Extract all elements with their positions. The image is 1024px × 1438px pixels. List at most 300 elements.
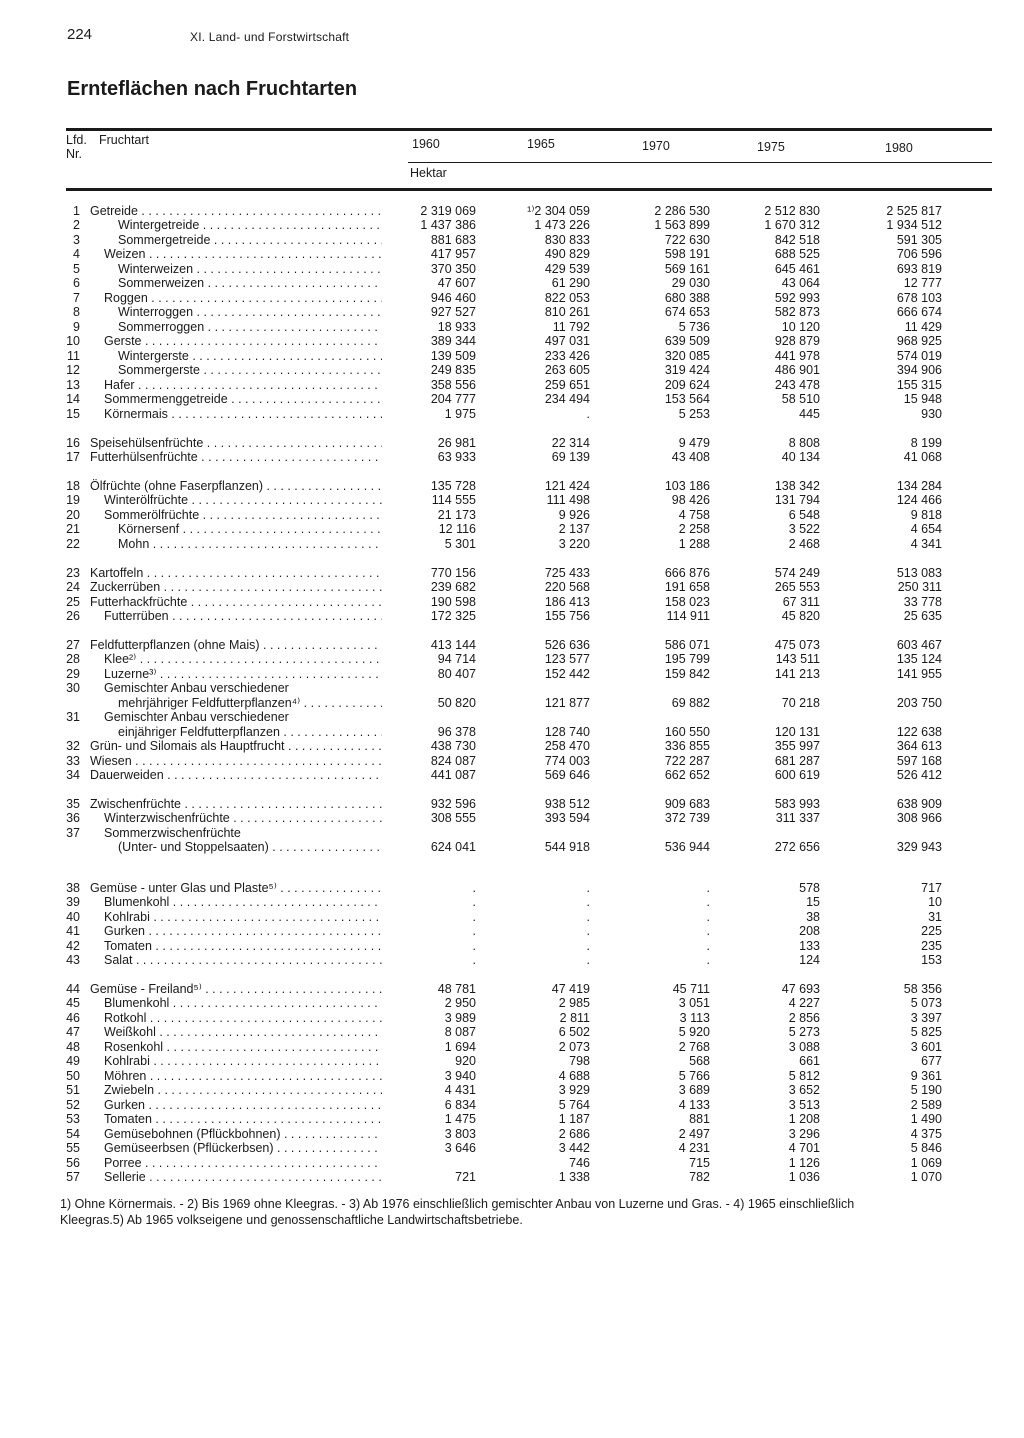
row-number: 40 <box>66 910 80 924</box>
value-1965: . <box>586 407 590 421</box>
value-1965: 526 636 <box>544 638 590 652</box>
value-1960: 1 694 <box>444 1040 476 1054</box>
row-number: 53 <box>66 1112 80 1126</box>
value-1960: 135 728 <box>430 479 476 493</box>
table-row <box>0 667 1024 682</box>
crop-name: Grün- und Silomais als Hauptfrucht . . . <box>90 739 382 754</box>
table-row <box>0 305 1024 320</box>
crop-name: Weißkohl . . . <box>104 1025 382 1040</box>
value-1960: 4 431 <box>444 1083 476 1097</box>
value-1970: 98 426 <box>671 493 710 507</box>
value-1965: 544 918 <box>544 840 590 854</box>
row-number: 26 <box>66 609 80 623</box>
value-1970: 722 287 <box>664 754 710 768</box>
value-1970: 680 388 <box>664 291 710 305</box>
value-1965: 234 494 <box>544 392 590 406</box>
value-1965: 155 756 <box>544 609 590 623</box>
value-1965: 774 003 <box>544 754 590 768</box>
value-1975: 133 <box>799 939 820 953</box>
value-1980: 526 412 <box>896 768 942 782</box>
value-1980: 394 906 <box>896 363 942 377</box>
value-1975: 592 993 <box>774 291 820 305</box>
value-1960: 824 087 <box>430 754 476 768</box>
value-1980: 2 589 <box>910 1098 942 1112</box>
header-year-1965: 1965 <box>527 137 555 151</box>
value-1960: 881 683 <box>430 233 476 247</box>
row-number: 39 <box>66 895 80 909</box>
row-number: 16 <box>66 436 80 450</box>
table-row <box>0 1141 1024 1156</box>
value-1970: 715 <box>689 1156 710 1170</box>
value-1965: 258 470 <box>544 739 590 753</box>
value-1965: 2 686 <box>558 1127 590 1141</box>
crop-name: (Unter- und Stoppelsaaten) . . . <box>118 840 382 855</box>
value-1970: 598 191 <box>664 247 710 261</box>
value-1965: 429 539 <box>544 262 590 276</box>
row-number: 35 <box>66 797 80 811</box>
value-1965: 47 419 <box>551 982 590 996</box>
crop-name: Körnermais . . . <box>104 407 382 422</box>
value-1975: 265 553 <box>774 580 820 594</box>
value-1980: 693 819 <box>896 262 942 276</box>
value-1960: 96 378 <box>437 725 476 739</box>
table-row <box>0 436 1024 451</box>
value-1980: 3 601 <box>910 1040 942 1054</box>
table-row <box>0 392 1024 407</box>
value-1965: 490 829 <box>544 247 590 261</box>
value-1980: 58 356 <box>903 982 942 996</box>
value-1965: 233 426 <box>544 349 590 363</box>
crop-name: Rotkohl . . . <box>104 1011 382 1026</box>
table-row <box>0 982 1024 997</box>
value-1960: . <box>472 924 476 938</box>
row-number: 43 <box>66 953 80 967</box>
row-number: 44 <box>66 982 80 996</box>
table-row <box>0 638 1024 653</box>
table-row <box>0 1083 1024 1098</box>
value-1980: 706 596 <box>896 247 942 261</box>
value-1980: 9 361 <box>910 1069 942 1083</box>
value-1970: . <box>706 881 710 895</box>
crop-name: Rosenkohl . . . <box>104 1040 382 1055</box>
value-1975: 272 656 <box>774 840 820 854</box>
table-row <box>0 276 1024 291</box>
row-number: 29 <box>66 667 80 681</box>
value-1960: 3 989 <box>444 1011 476 1025</box>
page-title: Ernteflächen nach Fruchtarten <box>67 78 358 100</box>
value-1975: 681 287 <box>774 754 820 768</box>
crop-name: Sommerzwischenfrüchte <box>104 826 241 840</box>
row-number: 23 <box>66 566 80 580</box>
value-1980: 4 341 <box>910 537 942 551</box>
table-row <box>0 363 1024 378</box>
value-1980: 31 <box>928 910 942 924</box>
header-year-1975: 1975 <box>757 140 785 154</box>
crop-name: Kohlrabi . . . <box>104 910 382 925</box>
value-1960: 417 957 <box>430 247 476 261</box>
table-row <box>0 754 1024 769</box>
row-number: 37 <box>66 826 80 840</box>
crop-name: Sommermenggetreide . . . <box>104 392 382 407</box>
crop-name: Salat . . . <box>104 953 382 968</box>
value-1960: 63 933 <box>437 450 476 464</box>
value-1970: 159 842 <box>664 667 710 681</box>
crop-name: Wintergerste . . . <box>118 349 382 364</box>
value-1975: 124 <box>799 953 820 967</box>
table-row <box>0 910 1024 925</box>
value-1980: 9 818 <box>910 508 942 522</box>
footnotes <box>60 1196 980 1228</box>
value-1970: 153 564 <box>664 392 710 406</box>
value-1965: 2 811 <box>559 1011 590 1025</box>
header-year-1960: 1960 <box>412 137 440 151</box>
crop-name: Gemüsebohnen (Pflückbohnen) . . . <box>104 1127 382 1142</box>
row-number: 19 <box>66 493 80 507</box>
row-number: 54 <box>66 1127 80 1141</box>
value-1965: 3 929 <box>558 1083 590 1097</box>
value-1980: 235 <box>921 939 942 953</box>
table-row <box>0 262 1024 277</box>
value-1975: 583 993 <box>774 797 820 811</box>
value-1970: 5 253 <box>678 407 710 421</box>
table-row <box>0 1170 1024 1185</box>
value-1980: 2 525 817 <box>886 204 942 218</box>
table-row <box>0 1156 1024 1171</box>
value-1970: 5 766 <box>678 1069 710 1083</box>
crop-name: Futterhülsenfrüchte . . . <box>90 450 382 465</box>
value-1970: 3 051 <box>678 996 710 1010</box>
table-row <box>0 580 1024 595</box>
table-row <box>0 725 1024 740</box>
value-1970: 5 736 <box>678 320 710 334</box>
value-1960: 47 607 <box>437 276 476 290</box>
crop-name: Gerste . . . <box>104 334 382 349</box>
value-1980: 678 103 <box>896 291 942 305</box>
crop-name: Klee²⁾ . . . <box>104 652 382 667</box>
value-1975: 661 <box>799 1054 820 1068</box>
table-row <box>0 710 1024 725</box>
table-row <box>0 797 1024 812</box>
value-1980: 124 466 <box>896 493 942 507</box>
value-1980: 597 168 <box>896 754 942 768</box>
value-1965: 220 568 <box>544 580 590 594</box>
crop-name: Ölfrüchte (ohne Faserpflanzen) . . . <box>90 479 382 494</box>
crop-name: Wintergetreide . . . <box>118 218 382 233</box>
table-row <box>0 996 1024 1011</box>
crop-name: Dauerweiden . . . <box>90 768 382 783</box>
table-row <box>0 681 1024 696</box>
table-row <box>0 233 1024 248</box>
value-1980: 1 934 512 <box>886 218 942 232</box>
value-1960: . <box>472 881 476 895</box>
row-number: 21 <box>66 522 80 536</box>
value-1965: . <box>586 895 590 909</box>
value-1960: 21 173 <box>437 508 476 522</box>
crop-name: Tomaten . . . <box>104 1112 382 1127</box>
value-1960: 721 <box>455 1170 476 1184</box>
value-1975: 38 <box>806 910 820 924</box>
value-1975: 1 208 <box>788 1112 820 1126</box>
value-1980: 33 778 <box>903 595 942 609</box>
row-number: 25 <box>66 595 80 609</box>
row-number: 2 <box>73 218 80 232</box>
value-1965: 4 688 <box>558 1069 590 1083</box>
table-row <box>0 218 1024 233</box>
crop-name: Winterroggen . . . <box>118 305 382 320</box>
value-1960: 370 350 <box>430 262 476 276</box>
crop-name: Tomaten . . . <box>104 939 382 954</box>
table-row <box>0 609 1024 624</box>
value-1975: 688 525 <box>774 247 820 261</box>
value-1975: 141 213 <box>774 667 820 681</box>
value-1980: 203 750 <box>896 696 942 710</box>
row-number: 11 <box>67 349 80 363</box>
value-1960: 932 596 <box>430 797 476 811</box>
value-1970: 2 286 530 <box>654 204 710 218</box>
crop-name: Gemüseerbsen (Pflückerbsen) . . . <box>104 1141 382 1156</box>
value-1970: 722 630 <box>664 233 710 247</box>
value-1975: 10 120 <box>781 320 820 334</box>
value-1960: 12 116 <box>438 522 476 536</box>
value-1980: 25 635 <box>903 609 942 623</box>
value-1975: 3 296 <box>788 1127 820 1141</box>
crop-name: Wiesen . . . <box>90 754 382 769</box>
row-number: 56 <box>66 1156 80 1170</box>
crop-name: Gemischter Anbau verschiedener <box>104 710 289 724</box>
crop-name: Luzerne³⁾ . . . <box>104 667 382 682</box>
value-1980: 8 199 <box>910 436 942 450</box>
value-1975: 58 510 <box>781 392 820 406</box>
value-1960: . <box>472 895 476 909</box>
value-1970: 1 288 <box>678 537 710 551</box>
table-row <box>0 881 1024 896</box>
footnote-line-1: 1) Ohne Körnermais. - 2) Bis 1969 ohne Kleegras. - 3) Ab 1976 einschließlich gemischter Anbau von Luzerne und Gras. - 4) 1965 einschließlich <box>60 1197 855 1211</box>
value-1975: 645 461 <box>774 262 820 276</box>
crop-name: einjähriger Feldfutterpflanzen . . . <box>118 725 382 740</box>
value-1960: 927 527 <box>430 305 476 319</box>
table-row <box>0 1025 1024 1040</box>
value-1970: 1 563 899 <box>654 218 710 232</box>
value-1960: 1 437 386 <box>420 218 476 232</box>
value-1960: 80 407 <box>437 667 476 681</box>
value-1960: 6 834 <box>444 1098 476 1112</box>
value-1980: 4 654 <box>910 522 942 536</box>
value-1970: 4 231 <box>678 1141 710 1155</box>
value-1965: 6 502 <box>558 1025 590 1039</box>
value-1970: 568 <box>689 1054 710 1068</box>
table-row <box>0 696 1024 711</box>
table-row <box>0 407 1024 422</box>
value-1970: 3 689 <box>678 1083 710 1097</box>
value-1960: 190 598 <box>430 595 476 609</box>
value-1980: 225 <box>921 924 942 938</box>
value-1965: 123 577 <box>544 652 590 666</box>
value-1980: 153 <box>921 953 942 967</box>
row-number: 33 <box>66 754 80 768</box>
value-1960: 770 156 <box>430 566 476 580</box>
value-1970: 69 882 <box>671 696 710 710</box>
value-1965: 569 646 <box>544 768 590 782</box>
row-number: 6 <box>73 276 80 290</box>
value-1970: . <box>706 924 710 938</box>
value-1960: 249 835 <box>430 363 476 377</box>
header-rule-mid <box>408 162 992 163</box>
value-1980: 5 846 <box>910 1141 942 1155</box>
crop-name: Körnersenf . . . <box>118 522 382 537</box>
row-number: 50 <box>66 1069 80 1083</box>
crop-name: Zuckerrüben . . . <box>90 580 382 595</box>
value-1970: 639 509 <box>664 334 710 348</box>
value-1965: . <box>586 881 590 895</box>
value-1960: 3 646 <box>444 1141 476 1155</box>
value-1965: . <box>586 910 590 924</box>
value-1970: 45 711 <box>672 982 710 996</box>
value-1980: 930 <box>921 407 942 421</box>
crop-name: Sellerie . . . <box>104 1170 382 1185</box>
crop-name: Winterzwischenfrüchte . . . <box>104 811 382 826</box>
value-1965: 810 261 <box>544 305 590 319</box>
crop-name: Gemischter Anbau verschiedener <box>104 681 289 695</box>
value-1970: . <box>706 939 710 953</box>
row-number: 47 <box>66 1025 80 1039</box>
row-number: 12 <box>66 363 80 377</box>
value-1960: 441 087 <box>430 768 476 782</box>
value-1960: 3 803 <box>444 1127 476 1141</box>
value-1960: 1 975 <box>444 407 476 421</box>
crop-name: Kartoffeln . . . <box>90 566 382 581</box>
crop-name: Futterhackfrüchte . . . <box>90 595 382 610</box>
value-1970: 569 161 <box>664 262 710 276</box>
value-1960: 389 344 <box>430 334 476 348</box>
row-number: 41 <box>66 924 80 938</box>
row-number: 20 <box>66 508 80 522</box>
value-1960: 94 714 <box>437 652 476 666</box>
value-1970: 536 944 <box>664 840 710 854</box>
row-number: 34 <box>66 768 80 782</box>
value-1975: 8 808 <box>788 436 820 450</box>
value-1975: 6 548 <box>788 508 820 522</box>
table-row <box>0 204 1024 219</box>
header-unit: Hektar <box>410 166 447 180</box>
value-1960: . <box>472 939 476 953</box>
value-1975: 15 <box>806 895 820 909</box>
value-1975: 47 693 <box>781 982 820 996</box>
crop-name: Hafer . . . <box>104 378 382 393</box>
value-1980: 603 467 <box>896 638 942 652</box>
value-1960: 239 682 <box>430 580 476 594</box>
value-1980: 1 069 <box>910 1156 942 1170</box>
value-1975: 43 064 <box>781 276 820 290</box>
value-1975: 486 901 <box>774 363 820 377</box>
crop-name: Sommergerste . . . <box>118 363 382 378</box>
table-row <box>0 349 1024 364</box>
value-1975: 3 088 <box>788 1040 820 1054</box>
table-row <box>0 334 1024 349</box>
crop-name: Winterölfrüchte . . . <box>104 493 382 508</box>
crop-name: Mohn . . . <box>118 537 382 552</box>
row-number: 28 <box>66 652 80 666</box>
row-number: 10 <box>66 334 80 348</box>
value-1960: 358 556 <box>430 378 476 392</box>
row-number: 31 <box>66 710 80 724</box>
value-1975: 311 337 <box>775 811 820 825</box>
value-1980: 135 124 <box>896 652 942 666</box>
crop-name: Gemüse - Freiland⁵⁾ . . . <box>90 982 382 997</box>
value-1975: 475 073 <box>774 638 820 652</box>
value-1970: 9 479 <box>678 436 710 450</box>
value-1965: 2 073 <box>558 1040 590 1054</box>
value-1975: 2 512 830 <box>764 204 820 218</box>
value-1965: 152 442 <box>544 667 590 681</box>
value-1960: 2 319 069 <box>420 204 476 218</box>
value-1980: 308 966 <box>896 811 942 825</box>
table-row <box>0 493 1024 508</box>
value-1960: . <box>472 953 476 967</box>
header-lfd: Lfd. <box>66 133 87 147</box>
value-1970: 881 <box>689 1112 710 1126</box>
value-1965: 1 187 <box>558 1112 590 1126</box>
crop-name: Futterrüben . . . <box>104 609 382 624</box>
value-1960: 26 981 <box>437 436 476 450</box>
row-number: 8 <box>73 305 80 319</box>
value-1975: 143 511 <box>775 652 820 666</box>
value-1960: 946 460 <box>430 291 476 305</box>
value-1980: 5 190 <box>910 1083 942 1097</box>
row-number: 5 <box>73 262 80 276</box>
value-1980: 638 909 <box>896 797 942 811</box>
table-row <box>0 739 1024 754</box>
row-number: 14 <box>66 392 80 406</box>
value-1970: 2 497 <box>678 1127 710 1141</box>
value-1970: 29 030 <box>671 276 710 290</box>
value-1965: 3 442 <box>558 1141 590 1155</box>
value-1980: 364 613 <box>896 739 942 753</box>
value-1970: 4 133 <box>678 1098 710 1112</box>
header-rule-bottom <box>66 188 992 191</box>
value-1970: 586 071 <box>664 638 710 652</box>
row-number: 51 <box>66 1083 80 1097</box>
row-number: 52 <box>66 1098 80 1112</box>
row-number: 9 <box>73 320 80 334</box>
row-number: 7 <box>73 291 80 305</box>
row-number: 15 <box>66 407 80 421</box>
table-row <box>0 895 1024 910</box>
value-1965: 259 651 <box>544 378 590 392</box>
table-row <box>0 378 1024 393</box>
row-number: 42 <box>66 939 80 953</box>
value-1965: 393 594 <box>544 811 590 825</box>
value-1975: 70 218 <box>781 696 820 710</box>
value-1975: 574 249 <box>774 566 820 580</box>
table-row <box>0 652 1024 667</box>
value-1960: 413 144 <box>430 638 476 652</box>
value-1980: 122 638 <box>896 725 942 739</box>
value-1965: 746 <box>569 1156 590 1170</box>
table-row <box>0 1098 1024 1113</box>
value-1960: 8 087 <box>444 1025 476 1039</box>
table-row <box>0 522 1024 537</box>
value-1965: ¹⁾2 304 059 <box>527 204 590 218</box>
value-1980: 12 777 <box>903 276 942 290</box>
value-1970: 2 768 <box>678 1040 710 1054</box>
value-1960: 50 820 <box>437 696 476 710</box>
value-1970: 158 023 <box>664 595 710 609</box>
value-1980: 155 315 <box>896 378 942 392</box>
value-1970: 191 658 <box>664 580 710 594</box>
value-1980: 1 070 <box>910 1170 942 1184</box>
value-1975: 578 <box>799 881 820 895</box>
value-1975: 45 820 <box>781 609 820 623</box>
